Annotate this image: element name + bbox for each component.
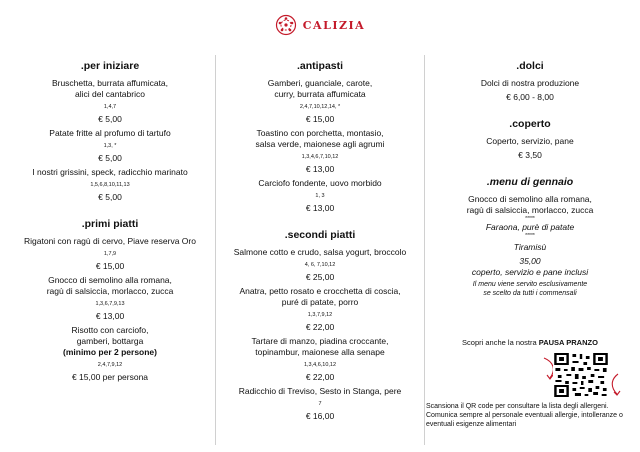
menu-gennaio-note: Il menu viene servito esclusivamente se scelto da tutti i commensali [472,281,588,297]
dish-price: € 13,00 [305,203,335,213]
footer-line-allergies: Comunica sempre al personale eventuali allergie, intolleranze o eventuali esigenze alimentari [426,412,623,428]
dish-name: Gnocco di semolino alla romana, ragù di salsiccia, morlacco, zucca [46,275,174,296]
allergen-codes: 1,3,6,7,9,13 [95,301,125,307]
menu-gennaio-secondo: Faraona, purè di patate [485,222,575,232]
menu-gennaio-price-note: coperto, servizio e pane inclusi [471,267,589,277]
dish-price: € 5,00 [98,114,122,124]
dish-name: Carciofo fondente, uovo morbido [258,178,382,188]
menu-item [10,236,210,272]
menu-item [220,247,420,283]
dish-price: € 22,00 [305,372,335,382]
menu-item [10,78,210,125]
dish-name: Risotto con carciofo, gamberi, bottarga [71,325,149,346]
allergen-codes: 1,3,7,9,12 [307,312,333,318]
column-right [430,58,630,298]
brand-logo-icon [275,14,297,36]
dish-name: Rigatoni con ragù di cervo, Piave reserva Oro [24,236,196,246]
allergen-codes: 4, 6, 7,10,12 [304,262,336,268]
brand-name: CALIZIA [302,18,366,32]
dish-price: € 6,00 - 8,00 [506,92,554,102]
dish-price: € 3,50 [518,150,542,160]
curved-arrow-right-icon [608,372,626,398]
section-title-antipasti: .antipasti [296,60,344,72]
dish-price: € 25,00 [305,272,335,282]
section-title-dolci: .dolci [516,60,544,72]
menu-separator: ***** [525,216,535,222]
allergen-codes: 1,5,6,8,10,11,13 [90,182,130,188]
dish-price: € 5,00 [98,153,122,163]
dish-price: € 15,00 per persona [71,372,149,382]
header [0,14,640,36]
dish-name: Bruschetta, burrata affumicata, alici del cantabrico [51,78,169,99]
allergen-codes: 1, 3 [315,193,325,199]
allergen-codes: 1,7,9 [103,251,117,257]
column-middle [220,58,420,425]
dish-price: € 15,00 [95,261,125,271]
section-title-secondi-piatti: .secondi piatti [284,229,356,241]
allergen-footer [426,402,636,429]
pausa-prefix: Scopri anche la nostra [462,338,539,347]
dish-price: € 13,00 [95,311,125,321]
column-left [10,58,210,386]
menu-item [220,178,420,214]
allergen-codes: 1,4,7 [103,104,117,110]
dish-name: Gamberi, guanciale, carote, curry, burrata affumicata [267,78,373,99]
menu-gennaio-primo: Gnocco di semolino alla romana, ragù di salsiccia, morlacco, zucca [466,194,594,215]
menu-item [220,386,420,422]
menu-item [10,325,210,383]
menu-separator: ***** [525,233,535,239]
pausa-highlight: PAUSA PRANZO [538,338,598,347]
menu-item [220,78,420,125]
allergen-codes: 2,4,7,10,12,14, * [299,104,341,110]
menu-item [10,275,210,322]
dish-name: Salmone cotto e crudo, salsa yogurt, broccolo [233,247,407,257]
allergen-codes: 1,3, * [103,143,117,149]
dish-price: € 5,00 [98,192,122,202]
qr-code[interactable] [553,352,609,398]
footer-line-qr: Scansiona il QR code per consultare la lista degli allergeni. [426,403,609,410]
menu-item [430,136,630,161]
menu-item [220,128,420,175]
dish-name: Radicchio di Treviso, Sesto in Stanga, pere [238,386,402,396]
menu-item [430,78,630,103]
allergen-codes: 2,4,7,9,12 [97,362,123,368]
column-divider [424,55,425,445]
menu-item [220,286,420,333]
dish-price: € 22,00 [305,322,335,332]
dish-name: Coperto, servizio, pane [486,136,574,146]
dish-name: Toastino con porchetta, montasio, salsa verde, maionese agli agrumi [255,128,385,149]
dish-price: € 15,00 [305,114,335,124]
dish-name: Patate fritte al profumo di tartufo [49,128,171,138]
section-title-coperto: .coperto [509,118,551,130]
column-divider [215,55,216,445]
dish-name: Tartare di manzo, piadina croccante, topinambur, maionese alla senape [251,336,389,357]
menu-item [220,336,420,383]
dish-note: (minimo per 2 persone) [63,347,157,357]
section-title-per-iniziare: .per iniziare [80,60,140,72]
section-title-menu-gennaio: .menu di gennaio [486,176,574,188]
allergen-codes: 1,3,4,6,7,10,12 [301,154,339,160]
menu-gennaio-dolce: Tiramisù [513,242,547,252]
menu-item [10,128,210,164]
allergen-codes: 7 [318,401,322,407]
allergen-codes: 1,3,4,6,10,12 [303,362,337,368]
menu-gennaio-price: 35,00 [519,256,541,266]
section-title-primi-piatti: .primi piatti [81,218,139,230]
dish-price: € 16,00 [305,411,335,421]
dish-name: Dolci di nostra produzione [480,78,580,88]
dish-name: I nostri grissini, speck, radicchio marinato [32,167,188,177]
pausa-pranzo-promo [430,338,630,347]
dish-price: € 13,00 [305,164,335,174]
dish-name: Anatra, petto rosato e crocchetta di coscia, puré di patate, porro [239,286,401,307]
menu-item [10,167,210,203]
